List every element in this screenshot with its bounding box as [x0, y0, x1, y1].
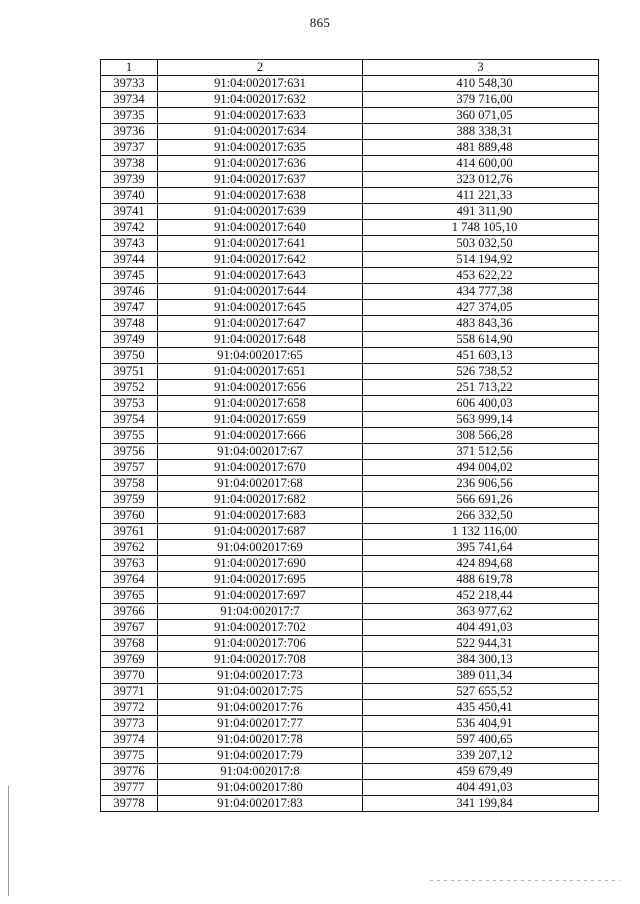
row-number-cell: 39738 — [101, 156, 158, 172]
row-number-cell: 39768 — [101, 636, 158, 652]
row-number-cell: 39778 — [101, 796, 158, 812]
cadastral-number-cell: 91:04:002017:690 — [158, 556, 363, 572]
value-cell: 558 614,90 — [363, 332, 599, 348]
cadastral-number-cell: 91:04:002017:697 — [158, 588, 363, 604]
row-number-cell: 39734 — [101, 92, 158, 108]
table-row — [101, 396, 599, 412]
row-number-cell: 39764 — [101, 572, 158, 588]
table-row — [101, 348, 599, 364]
value-cell: 251 713,22 — [363, 380, 599, 396]
table-row — [101, 748, 599, 764]
row-number-cell: 39774 — [101, 732, 158, 748]
row-number-cell: 39749 — [101, 332, 158, 348]
value-cell: 514 194,92 — [363, 252, 599, 268]
table-row — [101, 124, 599, 140]
value-cell: 379 716,00 — [363, 92, 599, 108]
value-cell: 424 894,68 — [363, 556, 599, 572]
value-cell: 452 218,44 — [363, 588, 599, 604]
cadastral-number-cell: 91:04:002017:73 — [158, 668, 363, 684]
row-number-cell: 39748 — [101, 316, 158, 332]
table-row — [101, 300, 599, 316]
value-cell: 410 548,30 — [363, 76, 599, 92]
value-cell: 404 491,03 — [363, 780, 599, 796]
table-row — [101, 684, 599, 700]
table-row — [101, 652, 599, 668]
row-number-cell: 39753 — [101, 396, 158, 412]
table-row — [101, 604, 599, 620]
row-number-cell: 39765 — [101, 588, 158, 604]
table-row — [101, 252, 599, 268]
row-number-cell: 39741 — [101, 204, 158, 220]
table-row — [101, 92, 599, 108]
table-header-row — [101, 60, 599, 76]
value-cell: 522 944,31 — [363, 636, 599, 652]
row-number-cell: 39777 — [101, 780, 158, 796]
row-number-cell: 39750 — [101, 348, 158, 364]
table-row — [101, 108, 599, 124]
table-row — [101, 316, 599, 332]
cadastral-number-cell: 91:04:002017:638 — [158, 188, 363, 204]
row-number-cell: 39775 — [101, 748, 158, 764]
row-number-cell: 39772 — [101, 700, 158, 716]
table-row — [101, 76, 599, 92]
table-row — [101, 508, 599, 524]
cadastral-number-cell: 91:04:002017:666 — [158, 428, 363, 444]
table-row — [101, 332, 599, 348]
row-number-cell: 39742 — [101, 220, 158, 236]
cadastral-number-cell: 91:04:002017:687 — [158, 524, 363, 540]
row-number-cell: 39776 — [101, 764, 158, 780]
value-cell: 363 977,62 — [363, 604, 599, 620]
table-row — [101, 284, 599, 300]
scan-margin-line — [8, 786, 9, 896]
row-number-cell: 39754 — [101, 412, 158, 428]
table-row — [101, 156, 599, 172]
table-row — [101, 764, 599, 780]
value-cell: 526 738,52 — [363, 364, 599, 380]
value-cell: 414 600,00 — [363, 156, 599, 172]
row-number-cell: 39752 — [101, 380, 158, 396]
value-cell: 563 999,14 — [363, 412, 599, 428]
cadastral-number-cell: 91:04:002017:68 — [158, 476, 363, 492]
cadastral-number-cell: 91:04:002017:702 — [158, 620, 363, 636]
table-row — [101, 588, 599, 604]
row-number-cell: 39769 — [101, 652, 158, 668]
cadastral-number-cell: 91:04:002017:644 — [158, 284, 363, 300]
row-number-cell: 39735 — [101, 108, 158, 124]
cadastral-number-cell: 91:04:002017:75 — [158, 684, 363, 700]
cadastral-number-cell: 91:04:002017:643 — [158, 268, 363, 284]
value-cell: 491 311,90 — [363, 204, 599, 220]
value-cell: 389 011,34 — [363, 668, 599, 684]
cadastral-number-cell: 91:04:002017:658 — [158, 396, 363, 412]
table-row — [101, 620, 599, 636]
value-cell: 503 032,50 — [363, 236, 599, 252]
column-header-value: 3 — [363, 60, 599, 76]
value-cell: 435 450,41 — [363, 700, 599, 716]
row-number-cell: 39758 — [101, 476, 158, 492]
value-cell: 536 404,91 — [363, 716, 599, 732]
value-cell: 339 207,12 — [363, 748, 599, 764]
value-cell: 451 603,13 — [363, 348, 599, 364]
cadastral-number-cell: 91:04:002017:659 — [158, 412, 363, 428]
table-row — [101, 172, 599, 188]
cadastral-number-cell: 91:04:002017:78 — [158, 732, 363, 748]
table-row — [101, 796, 599, 812]
row-number-cell: 39743 — [101, 236, 158, 252]
cadastral-number-cell: 91:04:002017:634 — [158, 124, 363, 140]
row-number-cell: 39762 — [101, 540, 158, 556]
table-row — [101, 572, 599, 588]
table-row — [101, 492, 599, 508]
cadastral-number-cell: 91:04:002017:670 — [158, 460, 363, 476]
value-cell: 384 300,13 — [363, 652, 599, 668]
row-number-cell: 39763 — [101, 556, 158, 572]
row-number-cell: 39751 — [101, 364, 158, 380]
value-cell: 1 132 116,00 — [363, 524, 599, 540]
cadastral-number-cell: 91:04:002017:642 — [158, 252, 363, 268]
table-row — [101, 460, 599, 476]
value-cell: 341 199,84 — [363, 796, 599, 812]
table-row — [101, 268, 599, 284]
value-cell: 488 619,78 — [363, 572, 599, 588]
cadastral-number-cell: 91:04:002017:79 — [158, 748, 363, 764]
value-cell: 1 748 105,10 — [363, 220, 599, 236]
row-number-cell: 39746 — [101, 284, 158, 300]
row-number-cell: 39744 — [101, 252, 158, 268]
table-row — [101, 428, 599, 444]
row-number-cell: 39755 — [101, 428, 158, 444]
cadastral-number-cell: 91:04:002017:682 — [158, 492, 363, 508]
cadastral-number-cell: 91:04:002017:631 — [158, 76, 363, 92]
row-number-cell: 39759 — [101, 492, 158, 508]
table-row — [101, 732, 599, 748]
value-cell: 323 012,76 — [363, 172, 599, 188]
cadastral-number-cell: 91:04:002017:645 — [158, 300, 363, 316]
cadastral-value-table — [100, 59, 599, 812]
cadastral-number-cell: 91:04:002017:651 — [158, 364, 363, 380]
table-row — [101, 700, 599, 716]
table-row — [101, 364, 599, 380]
row-number-cell: 39736 — [101, 124, 158, 140]
table-row — [101, 780, 599, 796]
row-number-cell: 39739 — [101, 172, 158, 188]
table-row — [101, 380, 599, 396]
value-cell: 494 004,02 — [363, 460, 599, 476]
table-row — [101, 412, 599, 428]
cadastral-number-cell: 91:04:002017:639 — [158, 204, 363, 220]
table-row — [101, 220, 599, 236]
value-cell: 597 400,65 — [363, 732, 599, 748]
column-header-number: 1 — [101, 60, 158, 76]
cadastral-number-cell: 91:04:002017:8 — [158, 764, 363, 780]
cadastral-number-cell: 91:04:002017:67 — [158, 444, 363, 460]
cadastral-number-cell: 91:04:002017:641 — [158, 236, 363, 252]
scan-artifact-line — [430, 880, 620, 881]
value-cell: 483 843,36 — [363, 316, 599, 332]
value-cell: 308 566,28 — [363, 428, 599, 444]
value-cell: 388 338,31 — [363, 124, 599, 140]
row-number-cell: 39733 — [101, 76, 158, 92]
row-number-cell: 39745 — [101, 268, 158, 284]
table-row — [101, 188, 599, 204]
value-cell: 427 374,05 — [363, 300, 599, 316]
value-cell: 481 889,48 — [363, 140, 599, 156]
table-row — [101, 476, 599, 492]
row-number-cell: 39757 — [101, 460, 158, 476]
row-number-cell: 39770 — [101, 668, 158, 684]
row-number-cell: 39760 — [101, 508, 158, 524]
value-cell: 360 071,05 — [363, 108, 599, 124]
row-number-cell: 39756 — [101, 444, 158, 460]
value-cell: 395 741,64 — [363, 540, 599, 556]
value-cell: 566 691,26 — [363, 492, 599, 508]
cadastral-number-cell: 91:04:002017:7 — [158, 604, 363, 620]
table-row — [101, 556, 599, 572]
table-row — [101, 444, 599, 460]
row-number-cell: 39740 — [101, 188, 158, 204]
table-row — [101, 140, 599, 156]
cadastral-number-cell: 91:04:002017:83 — [158, 796, 363, 812]
value-cell: 236 906,56 — [363, 476, 599, 492]
column-header-cadastral-number: 2 — [158, 60, 363, 76]
row-number-cell: 39766 — [101, 604, 158, 620]
cadastral-number-cell: 91:04:002017:706 — [158, 636, 363, 652]
table-body — [101, 76, 599, 812]
row-number-cell: 39761 — [101, 524, 158, 540]
cadastral-number-cell: 91:04:002017:80 — [158, 780, 363, 796]
value-cell: 459 679,49 — [363, 764, 599, 780]
cadastral-number-cell: 91:04:002017:76 — [158, 700, 363, 716]
row-number-cell: 39773 — [101, 716, 158, 732]
cadastral-number-cell: 91:04:002017:648 — [158, 332, 363, 348]
value-cell: 453 622,22 — [363, 268, 599, 284]
cadastral-number-cell: 91:04:002017:77 — [158, 716, 363, 732]
value-cell: 404 491,03 — [363, 620, 599, 636]
cadastral-number-cell: 91:04:002017:632 — [158, 92, 363, 108]
cadastral-number-cell: 91:04:002017:636 — [158, 156, 363, 172]
value-cell: 411 221,33 — [363, 188, 599, 204]
cadastral-number-cell: 91:04:002017:69 — [158, 540, 363, 556]
row-number-cell: 39767 — [101, 620, 158, 636]
cadastral-number-cell: 91:04:002017:635 — [158, 140, 363, 156]
table-row — [101, 668, 599, 684]
row-number-cell: 39747 — [101, 300, 158, 316]
cadastral-number-cell: 91:04:002017:683 — [158, 508, 363, 524]
cadastral-number-cell: 91:04:002017:640 — [158, 220, 363, 236]
table-row — [101, 204, 599, 220]
cadastral-number-cell: 91:04:002017:708 — [158, 652, 363, 668]
cadastral-number-cell: 91:04:002017:633 — [158, 108, 363, 124]
cadastral-number-cell: 91:04:002017:656 — [158, 380, 363, 396]
cadastral-number-cell: 91:04:002017:647 — [158, 316, 363, 332]
page-number: 865 — [309, 15, 331, 30]
cadastral-number-cell: 91:04:002017:695 — [158, 572, 363, 588]
row-number-cell: 39771 — [101, 684, 158, 700]
value-cell: 527 655,52 — [363, 684, 599, 700]
value-cell: 371 512,56 — [363, 444, 599, 460]
value-cell: 434 777,38 — [363, 284, 599, 300]
value-cell: 266 332,50 — [363, 508, 599, 524]
table-row — [101, 524, 599, 540]
cadastral-number-cell: 91:04:002017:637 — [158, 172, 363, 188]
table-row — [101, 636, 599, 652]
value-cell: 606 400,03 — [363, 396, 599, 412]
table-row — [101, 236, 599, 252]
cadastral-number-cell: 91:04:002017:65 — [158, 348, 363, 364]
row-number-cell: 39737 — [101, 140, 158, 156]
table-row — [101, 540, 599, 556]
table-row — [101, 716, 599, 732]
